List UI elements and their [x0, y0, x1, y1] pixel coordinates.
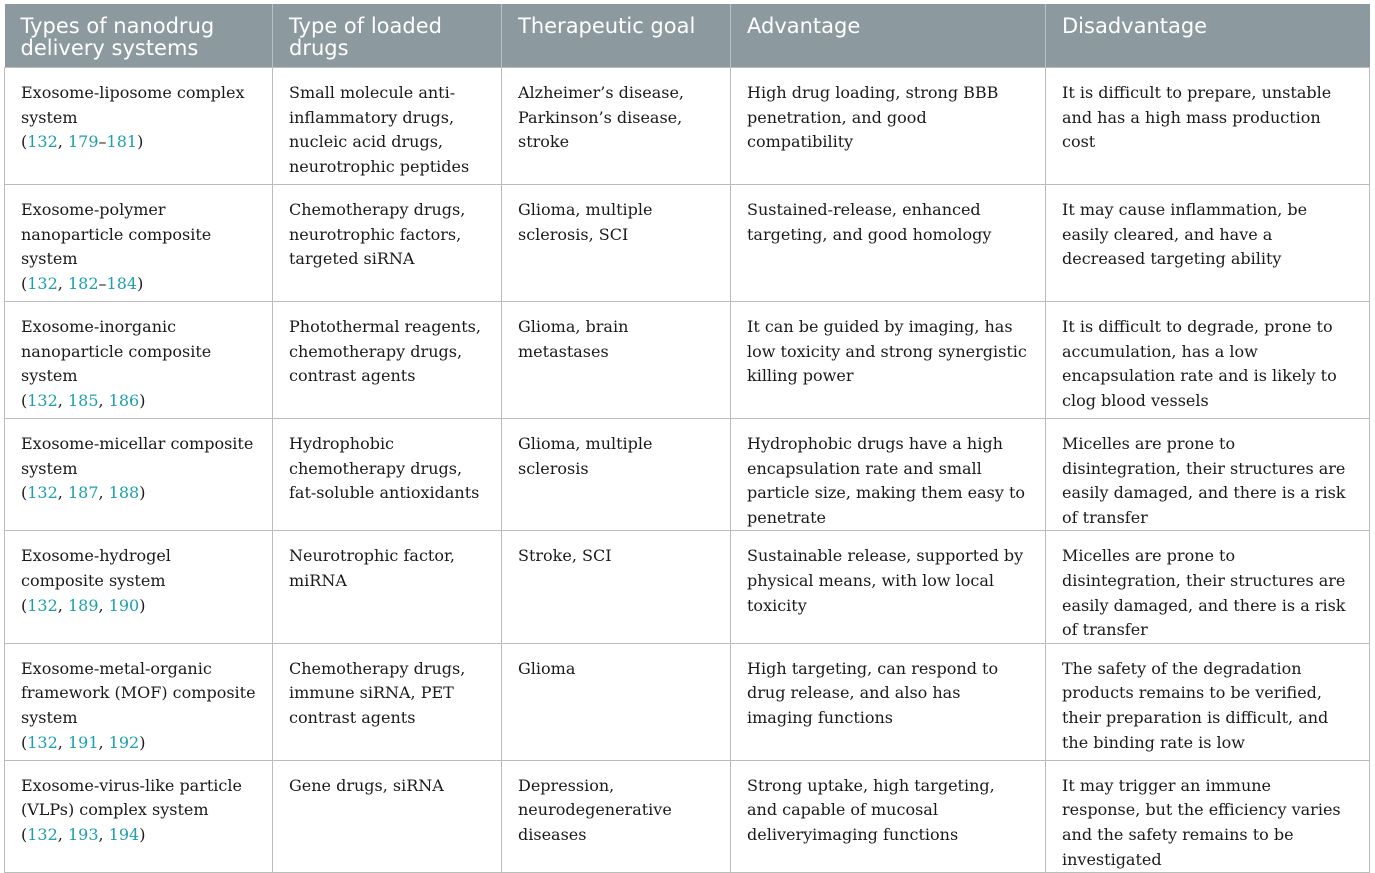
table-row [5, 419, 1370, 531]
cell-type [5, 531, 273, 643]
cell-disadvantage: It is difficult to degrade, prone to accumulation, has a low encapsulation rate and is likely to clog blood vessels [1046, 302, 1370, 419]
citation-link[interactable]: 132 [27, 390, 58, 410]
cell-type [5, 760, 273, 872]
citation-group: (132, 185, 186) [21, 390, 146, 410]
citation-link[interactable]: 181 [106, 132, 138, 152]
cell-goal: Glioma, multiple sclerosis [502, 419, 731, 531]
citation-link[interactable]: 182 [67, 273, 99, 293]
cell-advantage: Strong uptake, high targeting, and capable of mucosal deliveryimaging functions [731, 760, 1046, 872]
citation-group: (132, 187, 188) [21, 483, 146, 503]
cell-type [5, 419, 273, 531]
cell-goal: Glioma, multiple sclerosis, SCI [502, 185, 731, 302]
table-row [5, 760, 1370, 872]
cell-drugs: Photothermal reagents, chemotherapy drugs, contrast agents [273, 302, 502, 419]
citation-link[interactable]: 132 [27, 732, 58, 752]
citation-link[interactable]: 132 [27, 595, 58, 615]
cell-drugs: Small molecule anti-inflammatory drugs, nucleic acid drugs, neurotrophic peptides [273, 68, 502, 185]
cell-advantage: High drug loading, strong BBB penetration, and good compatibility [731, 68, 1046, 185]
cell-disadvantage: It may trigger an immune response, but the efficiency varies and the safety remains to be investigated [1046, 760, 1370, 872]
citation-group: (132, 189, 190) [21, 595, 146, 615]
header-advantage: Advantage [731, 4, 1046, 68]
cell-disadvantage: It is difficult to prepare, unstable and has a high mass production cost [1046, 68, 1370, 185]
citation-link[interactable]: 185 [67, 390, 99, 410]
header-disadvantage: Disadvantage [1046, 4, 1370, 68]
cell-advantage: Hydrophobic drugs have a high encapsulation rate and small particle size, making them easy to penetrate [731, 419, 1046, 531]
cell-drugs: Neurotrophic factor, miRNA [273, 531, 502, 643]
cell-drugs: Gene drugs, siRNA [273, 760, 502, 872]
citation-link[interactable]: 132 [27, 824, 58, 844]
system-type: Exosome-virus-like particle (VLPs) complex system [21, 775, 242, 820]
cell-goal: Alzheimer’s disease, Parkinson’s disease, stroke [502, 68, 731, 185]
system-type: Exosome-hydrogel composite system [21, 546, 171, 590]
table-row [5, 643, 1370, 760]
citation-link[interactable]: 194 [108, 824, 140, 844]
citation-link[interactable]: 184 [106, 273, 138, 293]
cell-type [5, 643, 273, 760]
table-row [5, 302, 1370, 419]
cell-drugs: Chemotherapy drugs, neurotrophic factors, targeted siRNA [273, 185, 502, 302]
citation-link[interactable]: 186 [108, 390, 140, 410]
table-row [5, 531, 1370, 643]
citation-link[interactable]: 192 [108, 732, 140, 752]
citation-link[interactable]: 132 [27, 483, 58, 503]
cell-advantage: Sustained-release, enhanced targeting, and good homology [731, 185, 1046, 302]
citation-link[interactable]: 191 [67, 732, 99, 752]
nanodrug-table [4, 4, 1370, 873]
cell-disadvantage: Micelles are prone to disintegration, their structures are easily damaged, and there is a risk of transfer [1046, 531, 1370, 643]
cell-goal: Depression, neurodegenerative diseases [502, 760, 731, 872]
cell-type [5, 68, 273, 185]
citation-link[interactable]: 190 [108, 595, 140, 615]
system-type: Exosome-polymer nanoparticle composite system [21, 200, 212, 269]
citation-link[interactable]: 188 [108, 483, 140, 503]
citation-link[interactable]: 132 [27, 132, 58, 152]
cell-advantage: It can be guided by imaging, has low toxicity and strong synergistic killing power [731, 302, 1046, 419]
cell-disadvantage: The safety of the degradation products remains to be verified, their preparation is difficult, and the binding rate is low [1046, 643, 1370, 760]
header-type: Types of nanodrug delivery systems [5, 4, 273, 68]
system-type: Exosome-micellar composite system [21, 434, 254, 478]
cell-goal: Stroke, SCI [502, 531, 731, 643]
cell-goal: Glioma [502, 643, 731, 760]
table-header-row [5, 4, 1370, 68]
citation-link[interactable]: 187 [67, 483, 99, 503]
system-type: Exosome-liposome complex system [21, 83, 245, 127]
citation-link[interactable]: 132 [27, 273, 58, 293]
citation-link[interactable]: 193 [67, 824, 99, 844]
header-goal: Therapeutic goal [502, 4, 731, 68]
citation-link[interactable]: 179 [67, 132, 99, 152]
cell-goal: Glioma, brain metastases [502, 302, 731, 419]
system-type: Exosome-inorganic nanoparticle composite system [21, 317, 212, 386]
citation-group: (132, 191, 192) [21, 732, 146, 752]
cell-disadvantage: It may cause inflammation, be easily cleared, and have a decreased targeting ability [1046, 185, 1370, 302]
table-row [5, 68, 1370, 185]
table-row [5, 185, 1370, 302]
cell-disadvantage: Micelles are prone to disintegration, their structures are easily damaged, and there is a risk of transfer [1046, 419, 1370, 531]
cell-type [5, 302, 273, 419]
header-drugs: Type of loaded drugs [273, 4, 502, 68]
cell-advantage: Sustainable release, supported by physical means, with low local toxicity [731, 531, 1046, 643]
cell-advantage: High targeting, can respond to drug release, and also has imaging functions [731, 643, 1046, 760]
citation-group: (132, 179–181) [21, 132, 144, 152]
cell-drugs: Chemotherapy drugs, immune siRNA, PET contrast agents [273, 643, 502, 760]
cell-type [5, 185, 273, 302]
citation-link[interactable]: 189 [67, 595, 99, 615]
citation-group: (132, 193, 194) [21, 824, 146, 844]
citation-group: (132, 182–184) [21, 273, 144, 293]
system-type: Exosome-metal-organic framework (MOF) composite system [21, 658, 256, 727]
cell-drugs: Hydrophobic chemotherapy drugs, fat-soluble antioxidants [273, 419, 502, 531]
